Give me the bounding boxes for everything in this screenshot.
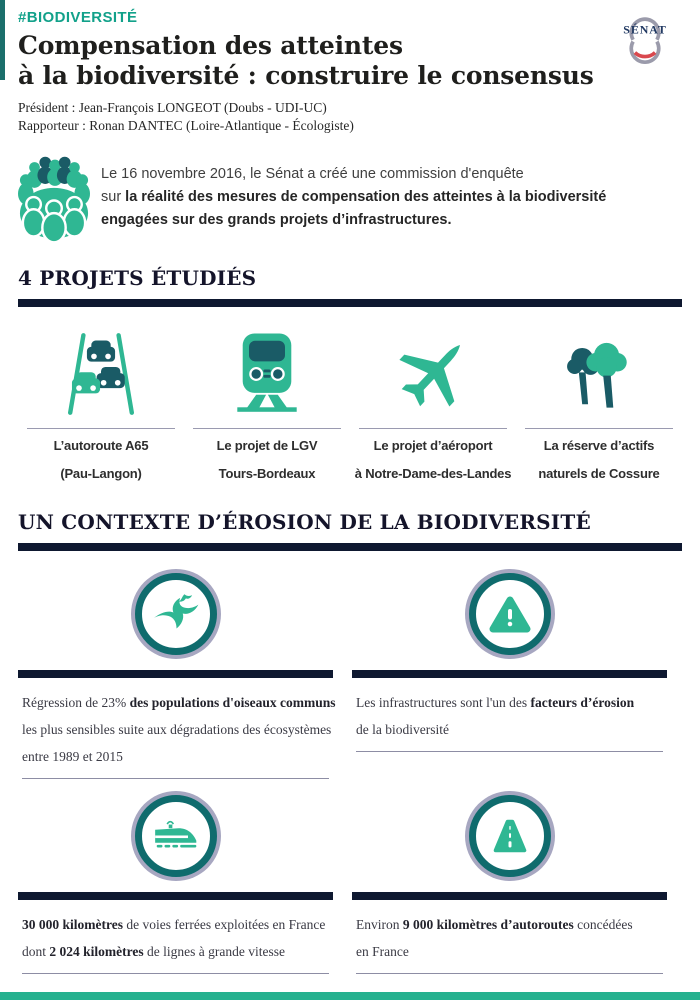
context-grid — [18, 563, 682, 974]
intro-section — [0, 152, 700, 249]
projects-section — [0, 266, 700, 488]
header — [0, 0, 700, 135]
rapporteur-line: Rapporteur : Ronan DANTEC (Loire-Atlantique - Écologiste) — [18, 118, 354, 133]
project-divider — [525, 428, 673, 429]
project-label: Le projet d’aéroport à Notre-Dame-des-Landes — [354, 438, 512, 481]
senat-logo — [612, 6, 678, 73]
left-accent-bar — [0, 0, 5, 80]
project-reserve-cossure — [516, 327, 682, 488]
tgv-train-icon — [149, 811, 203, 861]
hashtag-label: #BIODIVERSITÉ — [18, 9, 138, 26]
stat-ring — [135, 573, 217, 655]
stat-ring — [135, 795, 217, 877]
president-line: Président : Jean-François LONGEOT (Doubs - UDI-UC) — [18, 100, 327, 115]
project-label: L’autoroute A65 (Pau-Langon) — [53, 438, 149, 481]
stat-thin-divider — [356, 973, 663, 974]
context-section — [0, 510, 700, 974]
stat-voies-ferrees — [18, 785, 333, 974]
round-table-people-icon — [18, 152, 90, 249]
senat-logo-icon — [612, 6, 678, 68]
projects-section-title: 4 PROJETS ÉTUDIÉS — [18, 266, 257, 290]
stat-infrastructures — [352, 563, 667, 752]
page-title — [18, 31, 682, 91]
stat-ring — [469, 573, 551, 655]
intro-text: Le 16 novembre 2016, le Sénat a créé une commission d'enquête sur la réalité des mesures de compensation des atteintes à la biodiversité engagées sur des grands projets d’infrastructures. — [101, 166, 607, 228]
warning-triangle-icon — [485, 591, 535, 637]
stat-navy-bar — [352, 670, 667, 678]
projects-grid — [18, 327, 682, 488]
footer-teal-bar — [0, 992, 700, 1000]
trees-icon — [557, 332, 641, 416]
page-title-line1: Compensation des atteintes — [18, 31, 403, 60]
project-divider — [359, 428, 507, 429]
context-section-title: UN CONTEXTE D’ÉROSION DE LA BIODIVERSITÉ — [18, 510, 591, 534]
stat-ring — [469, 795, 551, 877]
context-section-rule — [18, 543, 682, 551]
highway-road-icon — [486, 813, 534, 859]
stat-text: Les infrastructures sont l'un des facteurs d’érosion de la biodiversité — [356, 695, 635, 737]
project-lgv-tours-bordeaux — [184, 327, 350, 488]
project-autoroute-a65 — [18, 327, 184, 488]
project-divider — [27, 428, 175, 429]
swallow-birds-icon — [150, 591, 202, 637]
stat-text: Régression de 23% des populations d'oiseaux communs les plus sensibles suite aux dégradations des écosystèmes entre 1989 et 2015 — [22, 695, 336, 764]
airplane-icon — [388, 329, 478, 419]
page-title-line2: à la biodiversité : construire le consensus — [18, 61, 594, 90]
train-front-icon — [222, 329, 312, 419]
project-divider — [193, 428, 341, 429]
committee-meta — [18, 99, 682, 135]
stat-birds — [18, 563, 336, 779]
stat-thin-divider — [356, 751, 663, 752]
stat-navy-bar — [18, 892, 333, 900]
highway-cars-icon — [57, 330, 145, 418]
project-aeroport-ndl — [350, 327, 516, 488]
stat-thin-divider — [22, 973, 329, 974]
stat-text: Environ 9 000 kilomètres d’autoroutes concédées en France — [356, 917, 633, 959]
projects-section-rule — [18, 299, 682, 307]
senat-logo-text: SÉNAT — [623, 22, 667, 37]
stat-navy-bar — [352, 892, 667, 900]
stat-thin-divider — [22, 778, 329, 779]
project-label: Le projet de LGV Tours-Bordeaux — [216, 438, 318, 481]
stat-navy-bar — [18, 670, 333, 678]
stat-text: 30 000 kilomètres de voies ferrées exploitées en France dont 2 024 kilomètres de lignes à grande vitesse — [22, 917, 326, 959]
stat-autoroutes — [352, 785, 667, 974]
project-label: La réserve d’actifs naturels de Cossure — [538, 438, 660, 481]
